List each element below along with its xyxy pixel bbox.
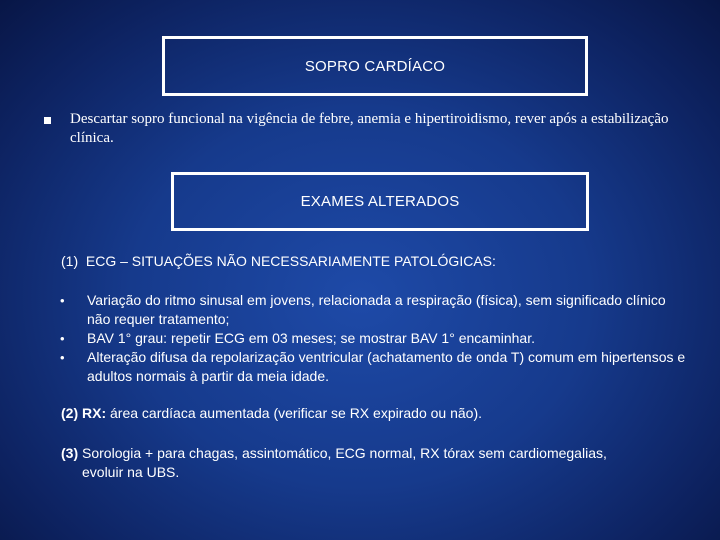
title-box-exames-alterados xyxy=(171,172,589,231)
sorologia-text: Sorologia + para chagas, assintomático, ECG normal, RX tórax sem cardiomegalias, xyxy=(78,445,607,461)
sorologia-label: (3) xyxy=(61,445,79,461)
bullet-icon: • xyxy=(60,293,65,308)
list-item: Alteração difusa da repolarização ventricular (achatamento de onda T) comum em hipertensos e adultos normais à partir da meia idade. xyxy=(87,349,686,384)
ecg-number: (1) xyxy=(61,253,79,269)
list-item: BAV 1° grau: repetir ECG em 03 meses; se mostrar BAV 1° encaminhar. xyxy=(87,330,535,346)
rx-text: área cardíaca aumentada (verificar se RX expirado ou não). xyxy=(106,405,482,421)
ecg-heading xyxy=(61,252,681,271)
bullet-icon: • xyxy=(60,350,65,365)
list-item: Variação do ritmo sinusal em jovens, relacionada a respiração (física), sem significado clínico não requer tratamento; xyxy=(87,292,666,327)
sorologia-line xyxy=(61,444,701,482)
title-box-sopro-cardiaco xyxy=(162,36,588,96)
ecg-heading-suffix: : xyxy=(492,253,496,269)
rx-label: (2) RX: xyxy=(61,405,107,421)
sorologia-continuation: evoluir na UBS. xyxy=(82,464,180,480)
square-bullet-icon xyxy=(44,117,51,124)
section-title: SOPRO CARDÍACO xyxy=(304,57,446,75)
paragraph-sopro: Descartar sopro funcional na vigência de febre, anemia e hipertiroidismo, rever após a estabilização clínica. xyxy=(70,111,669,146)
bullet-icon: • xyxy=(60,331,65,346)
section-title: EXAMES ALTERADOS xyxy=(300,193,460,210)
ecg-heading-text: ECG – SITUAÇÕES NÃO NECESSARIAMENTE PATOLÓGICAS xyxy=(85,253,492,269)
rx-line xyxy=(61,404,701,423)
